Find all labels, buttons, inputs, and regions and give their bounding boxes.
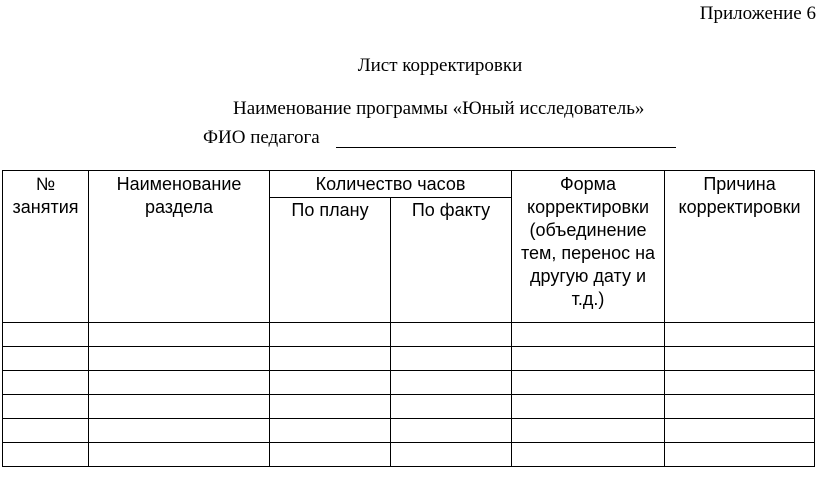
table-row bbox=[3, 443, 815, 467]
table-cell[interactable] bbox=[270, 419, 391, 443]
program-name: Наименование программы «Юный исследователь» bbox=[233, 98, 645, 119]
header-lesson-number: № занятия bbox=[3, 171, 89, 323]
table-cell[interactable] bbox=[665, 371, 815, 395]
header-section-name: Наименование раздела bbox=[89, 171, 270, 323]
table-cell[interactable] bbox=[665, 443, 815, 467]
table-cell[interactable] bbox=[665, 323, 815, 347]
table-cell[interactable] bbox=[391, 323, 512, 347]
teacher-name-blank-line bbox=[336, 147, 676, 148]
table-cell[interactable] bbox=[89, 323, 270, 347]
table-cell[interactable] bbox=[3, 395, 89, 419]
table-cell[interactable] bbox=[270, 323, 391, 347]
table-cell[interactable] bbox=[512, 419, 665, 443]
table-cell[interactable] bbox=[270, 347, 391, 371]
table-cell[interactable] bbox=[89, 347, 270, 371]
table-row bbox=[3, 347, 815, 371]
table-cell[interactable] bbox=[512, 323, 665, 347]
header-correction-reason: Причина корректировки bbox=[665, 171, 815, 323]
teacher-label: ФИО педагога bbox=[203, 127, 320, 148]
table-cell[interactable] bbox=[512, 371, 665, 395]
table-cell[interactable] bbox=[391, 395, 512, 419]
table-cell[interactable] bbox=[3, 419, 89, 443]
table-cell[interactable] bbox=[3, 443, 89, 467]
header-hours-plan: По плану bbox=[270, 198, 391, 323]
table-cell[interactable] bbox=[3, 371, 89, 395]
table-row bbox=[3, 371, 815, 395]
correction-table bbox=[2, 170, 815, 467]
table-cell[interactable] bbox=[391, 443, 512, 467]
table-cell[interactable] bbox=[512, 395, 665, 419]
table-cell[interactable] bbox=[665, 347, 815, 371]
header-hours: Количество часов bbox=[270, 171, 512, 198]
table-cell[interactable] bbox=[270, 443, 391, 467]
table-cell[interactable] bbox=[89, 395, 270, 419]
header-correction-form: Форма корректировки (объединение тем, перенос на другую дату и т.д.) bbox=[512, 171, 665, 323]
table-cell[interactable] bbox=[665, 395, 815, 419]
appendix-label: Приложение 6 bbox=[699, 3, 816, 24]
header-hours-fact: По факту bbox=[391, 198, 512, 323]
table-cell[interactable] bbox=[270, 371, 391, 395]
table-cell[interactable] bbox=[270, 395, 391, 419]
table-row bbox=[3, 395, 815, 419]
table-cell[interactable] bbox=[391, 371, 512, 395]
page-title: Лист корректировки bbox=[357, 55, 523, 76]
table-cell[interactable] bbox=[665, 419, 815, 443]
table-row bbox=[3, 419, 815, 443]
table-body bbox=[3, 323, 815, 467]
table-cell[interactable] bbox=[89, 419, 270, 443]
table-cell[interactable] bbox=[391, 347, 512, 371]
table-cell[interactable] bbox=[391, 419, 512, 443]
table-cell[interactable] bbox=[89, 443, 270, 467]
table-cell[interactable] bbox=[89, 371, 270, 395]
table-row bbox=[3, 323, 815, 347]
table-cell[interactable] bbox=[3, 347, 89, 371]
table-cell[interactable] bbox=[512, 347, 665, 371]
table-cell[interactable] bbox=[512, 443, 665, 467]
table-cell[interactable] bbox=[3, 323, 89, 347]
